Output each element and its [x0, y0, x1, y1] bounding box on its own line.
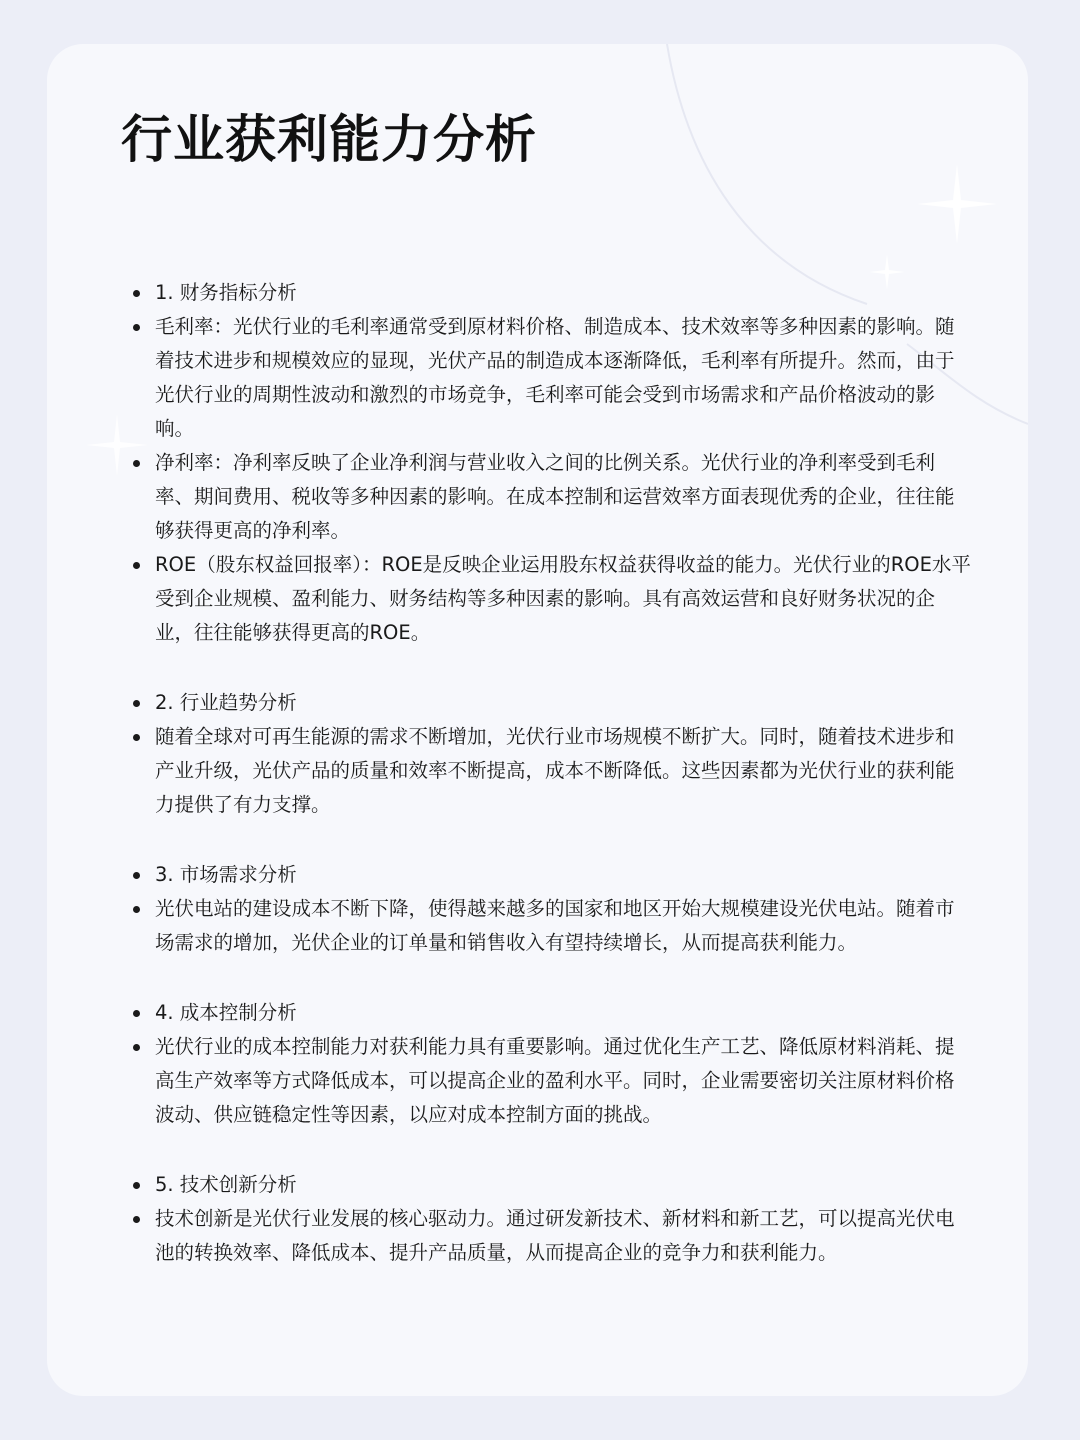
page-title: 行业获利能力分析	[121, 111, 538, 170]
list-item: 净利率：净利率反映了企业净利润与营业收入之间的比例关系。光伏行业的净利率受到毛利率、期间费用、税收等多种因素的影响。在成本控制和运营效率方面表现优秀的企业，往往能够获得更高的净利率。	[133, 446, 973, 548]
section-cost	[133, 996, 973, 1132]
section-heading: 2. 行业趋势分析	[133, 686, 973, 720]
section-heading: 4. 成本控制分析	[133, 996, 973, 1030]
list-item: 毛利率：光伏行业的毛利率通常受到原材料价格、制造成本、技术效率等多种因素的影响。随着技术进步和规模效应的显现，光伏产品的制造成本逐渐降低，毛利率有所提升。然而，由于光伏行业的周期性波动和激烈的市场竞争，毛利率可能会受到市场需求和产品价格波动的影响。	[133, 310, 973, 446]
list-item: 技术创新是光伏行业发展的核心驱动力。通过研发新技术、新材料和新工艺，可以提高光伏电池的转换效率、降低成本、提升产品质量，从而提高企业的竞争力和获利能力。	[133, 1202, 973, 1270]
section-trend	[133, 686, 973, 822]
section-heading: 3. 市场需求分析	[133, 858, 973, 892]
content-card	[47, 44, 1028, 1396]
analysis-sections	[133, 276, 973, 1306]
list-item: 光伏行业的成本控制能力对获利能力具有重要影响。通过优化生产工艺、降低原材料消耗、提高生产效率等方式降低成本，可以提高企业的盈利水平。同时，企业需要密切关注原材料价格波动、供应链稳定性等因素，以应对成本控制方面的挑战。	[133, 1030, 973, 1132]
section-demand	[133, 858, 973, 960]
list-item: 光伏电站的建设成本不断下降，使得越来越多的国家和地区开始大规模建设光伏电站。随着市场需求的增加，光伏企业的订单量和销售收入有望持续增长，从而提高获利能力。	[133, 892, 973, 960]
list-item: 随着全球对可再生能源的需求不断增加，光伏行业市场规模不断扩大。同时，随着技术进步和产业升级，光伏产品的质量和效率不断提高，成本不断降低。这些因素都为光伏行业的获利能力提供了有力支撑。	[133, 720, 973, 822]
section-financial	[133, 276, 973, 650]
section-heading: 5. 技术创新分析	[133, 1168, 973, 1202]
list-item: ROE（股东权益回报率）：ROE是反映企业运用股东权益获得收益的能力。光伏行业的ROE水平受到企业规模、盈利能力、财务结构等多种因素的影响。具有高效运营和良好财务状况的企业，往往能够获得更高的ROE。	[133, 548, 973, 650]
section-innovation	[133, 1168, 973, 1270]
section-heading: 1. 财务指标分析	[133, 276, 973, 310]
